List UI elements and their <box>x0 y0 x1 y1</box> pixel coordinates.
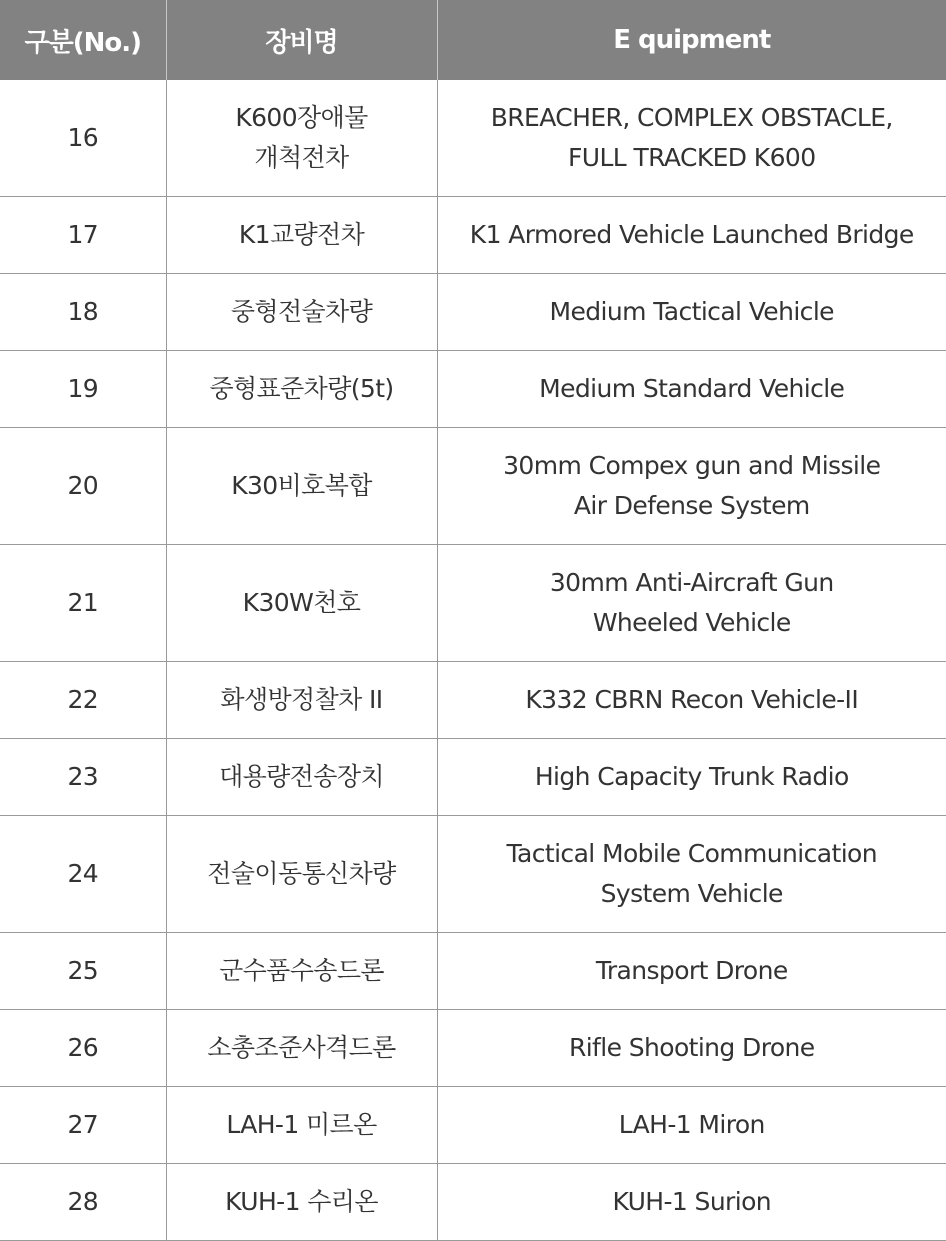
cell-equipment-line: 30mm Compex gun and Missile <box>503 451 881 480</box>
table-row <box>0 351 946 428</box>
cell-equipment-line: Air Defense System <box>573 491 810 520</box>
cell-equipment-line: 30mm Anti-Aircraft Gun <box>549 568 834 597</box>
cell-name-line: 군수품수송드론 <box>219 956 384 985</box>
table-row <box>0 1164 946 1241</box>
cell-equipment <box>437 1010 946 1087</box>
cell-equipment-line: Rifle Shooting Drone <box>568 1033 815 1062</box>
cell-name <box>166 274 437 351</box>
cell-equipment <box>437 662 946 739</box>
cell-name <box>166 197 437 274</box>
table-row <box>0 274 946 351</box>
cell-name-line: 개척전차 <box>254 143 349 172</box>
cell-equipment-line: K332 CBRN Recon Vehicle-II <box>525 685 859 714</box>
cell-no: 22 <box>0 662 166 739</box>
cell-name-line: K600장애물 <box>235 103 368 132</box>
table-row <box>0 1087 946 1164</box>
cell-name <box>166 428 437 545</box>
table-body <box>0 80 946 1241</box>
header-name: 장비명 <box>166 0 437 80</box>
cell-name-line: 중형표준차량(5t) <box>209 374 394 403</box>
cell-equipment <box>437 739 946 816</box>
cell-no: 23 <box>0 739 166 816</box>
cell-equipment-line: FULL TRACKED K600 <box>567 143 816 172</box>
cell-equipment <box>437 80 946 197</box>
cell-name-line: K30W천호 <box>242 588 361 617</box>
cell-equipment-line: KUH-1 Surion <box>612 1187 772 1216</box>
table-row <box>0 545 946 662</box>
cell-equipment <box>437 545 946 662</box>
header-row <box>0 0 946 80</box>
cell-equipment-line: Medium Tactical Vehicle <box>549 297 834 326</box>
cell-name <box>166 545 437 662</box>
cell-name <box>166 662 437 739</box>
table-row <box>0 428 946 545</box>
table-row <box>0 816 946 933</box>
table-row <box>0 197 946 274</box>
cell-equipment-line: Transport Drone <box>595 956 788 985</box>
cell-equipment <box>437 428 946 545</box>
cell-no: 21 <box>0 545 166 662</box>
cell-name-line: K1교량전차 <box>238 220 365 249</box>
cell-equipment-line: Medium Standard Vehicle <box>539 374 845 403</box>
cell-equipment-line: Wheeled Vehicle <box>592 608 791 637</box>
cell-no: 20 <box>0 428 166 545</box>
cell-no: 18 <box>0 274 166 351</box>
cell-equipment <box>437 816 946 933</box>
table-row <box>0 933 946 1010</box>
cell-equipment-line: LAH-1 Miron <box>618 1110 765 1139</box>
header-equipment: E quipment <box>437 0 946 80</box>
cell-name-line: LAH-1 미르온 <box>226 1110 377 1139</box>
cell-name <box>166 739 437 816</box>
cell-equipment-line: System Vehicle <box>600 879 783 908</box>
cell-equipment <box>437 933 946 1010</box>
cell-name-line: 중형전술차량 <box>230 297 373 326</box>
cell-name-line: 대용량전송장치 <box>219 762 384 791</box>
cell-equipment <box>437 1164 946 1241</box>
cell-no: 25 <box>0 933 166 1010</box>
cell-name-line: 전술이동통신차량 <box>207 859 396 888</box>
cell-equipment-line: BREACHER, COMPLEX OBSTACLE, <box>490 103 893 132</box>
cell-no: 19 <box>0 351 166 428</box>
table-row <box>0 1010 946 1087</box>
table-row <box>0 80 946 197</box>
cell-name-line: K30비호복합 <box>231 471 372 500</box>
cell-equipment-line: High Capacity Trunk Radio <box>534 762 849 791</box>
cell-no: 24 <box>0 816 166 933</box>
cell-name <box>166 1010 437 1087</box>
cell-equipment-line: K1 Armored Vehicle Launched Bridge <box>469 220 914 249</box>
cell-name <box>166 351 437 428</box>
table-row <box>0 739 946 816</box>
cell-name-line: KUH-1 수리온 <box>225 1187 378 1216</box>
cell-name <box>166 80 437 197</box>
cell-name <box>166 933 437 1010</box>
cell-equipment <box>437 351 946 428</box>
cell-no: 16 <box>0 80 166 197</box>
cell-name-line: 소총조준사격드론 <box>207 1033 396 1062</box>
cell-name-line: 화생방정찰차 II <box>220 685 383 714</box>
cell-equipment-line: Tactical Mobile Communication <box>506 839 877 868</box>
cell-no: 27 <box>0 1087 166 1164</box>
cell-equipment <box>437 1087 946 1164</box>
cell-no: 28 <box>0 1164 166 1241</box>
cell-name <box>166 816 437 933</box>
cell-no: 17 <box>0 197 166 274</box>
cell-equipment <box>437 274 946 351</box>
cell-no: 26 <box>0 1010 166 1087</box>
cell-name <box>166 1164 437 1241</box>
table-row <box>0 662 946 739</box>
cell-name <box>166 1087 437 1164</box>
cell-equipment <box>437 197 946 274</box>
header-no: 구분(No.) <box>0 0 166 80</box>
